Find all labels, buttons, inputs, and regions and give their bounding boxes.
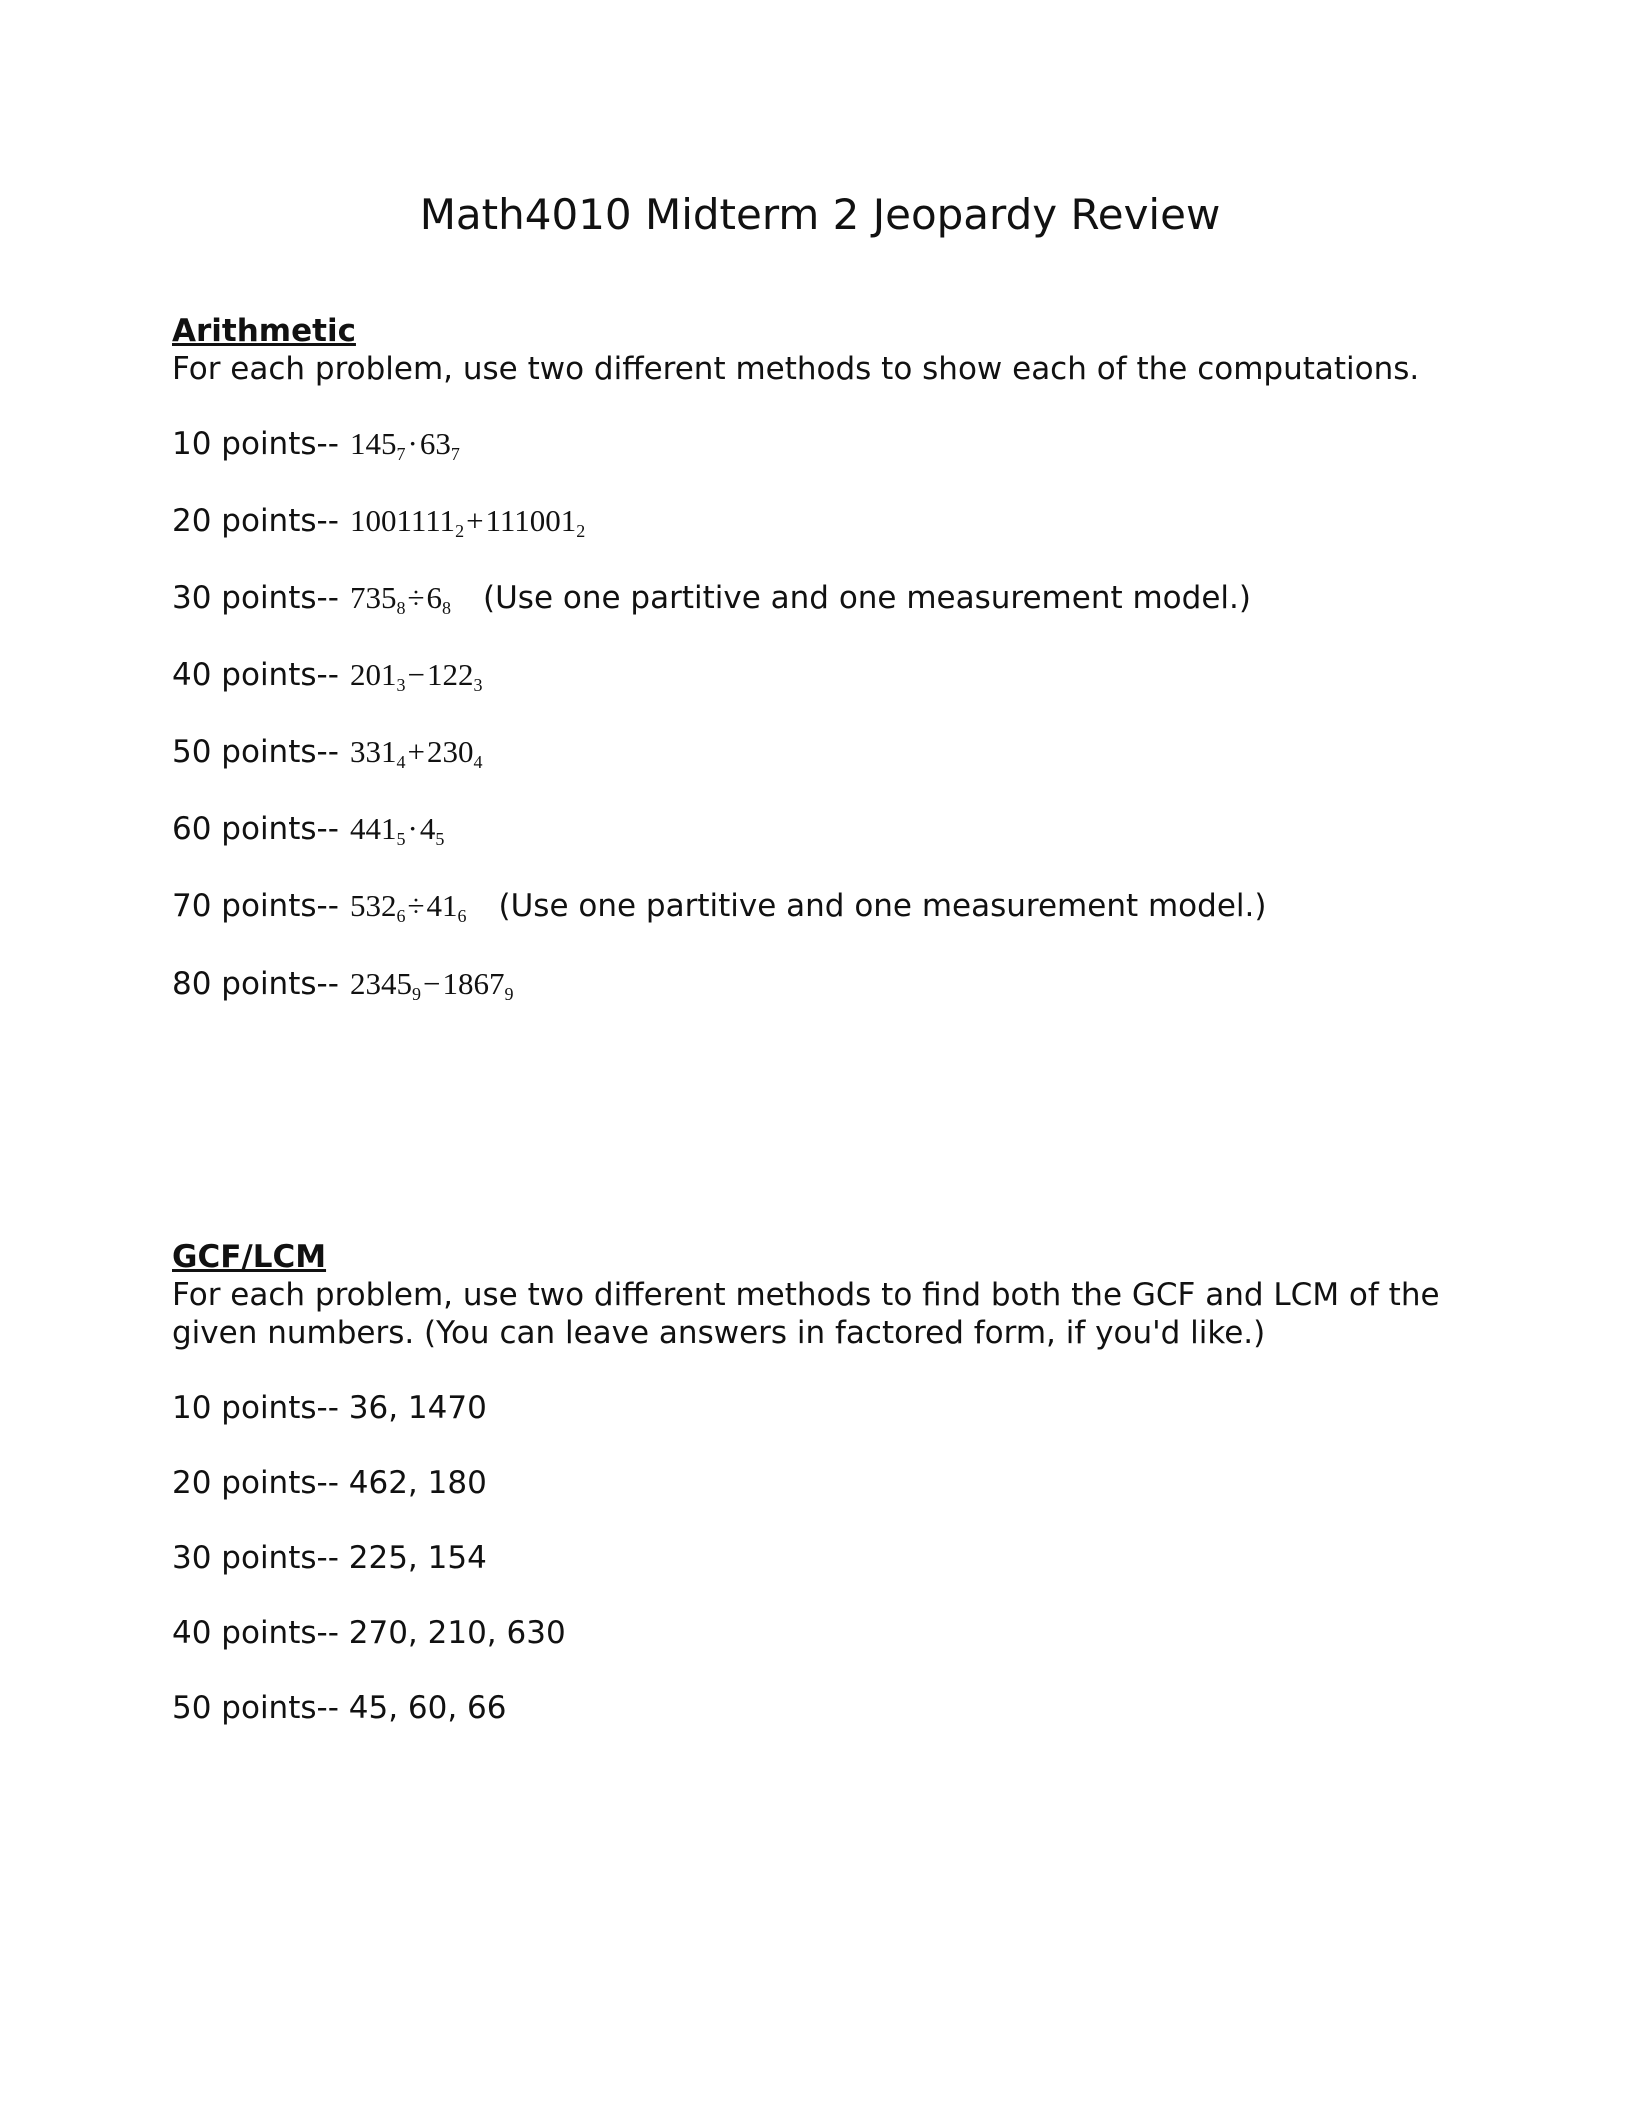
gcf-lcm-problem-row [172, 1613, 566, 1653]
operand-b: 6 [426, 580, 443, 615]
arithmetic-problem-row [172, 886, 1266, 926]
operator: · [407, 426, 418, 461]
operand-b-base: 6 [457, 906, 467, 926]
operand-b: 122 [426, 657, 474, 692]
expression [350, 426, 460, 464]
operand-a-base: 3 [396, 675, 406, 695]
points-label: 70 points-- [172, 888, 339, 924]
model-note: (Use one partitive and one measurement model.) [483, 580, 1251, 616]
points-label: 20 points-- [172, 1465, 339, 1501]
gcf-lcm-problem-row [172, 1388, 487, 1428]
operand-b: 111001 [485, 503, 577, 538]
operand-b-base: 2 [576, 521, 586, 541]
gcf-lcm-description-line2: given numbers. (You can leave answers in factored form, if you'd like.) [172, 1315, 1266, 1351]
gcf-lcm-description-line1: For each problem, use two different methods to find both the GCF and LCM of the [172, 1277, 1440, 1313]
operand-a: 1001111 [350, 503, 456, 538]
gcf-lcm-section [172, 1238, 1472, 1758]
operand-b-base: 8 [442, 598, 452, 618]
arithmetic-problem-row [172, 964, 513, 1004]
arithmetic-problem-row [172, 732, 482, 772]
points-label: 40 points-- [172, 657, 339, 693]
operand-a-base: 5 [396, 829, 406, 849]
expression [350, 811, 445, 849]
operand-a: 735 [350, 580, 397, 615]
operand-b-base: 7 [450, 444, 460, 464]
expression [350, 966, 514, 1004]
operand-b-base: 4 [473, 752, 483, 772]
gcf-lcm-problem-row [172, 1463, 487, 1503]
arithmetic-section [172, 312, 1472, 1032]
model-note: (Use one partitive and one measurement model.) [498, 888, 1267, 924]
arithmetic-problem-row [172, 809, 444, 849]
points-label: 60 points-- [172, 811, 339, 847]
operator: − [423, 966, 441, 1001]
points-label: 80 points-- [172, 966, 339, 1002]
points-label: 30 points-- [172, 580, 339, 616]
number-set: 270, 210, 630 [348, 1615, 566, 1651]
operator: · [407, 811, 418, 846]
number-set: 36, 1470 [348, 1390, 487, 1426]
points-label: 50 points-- [172, 734, 339, 770]
gcf-lcm-problem-row [172, 1538, 487, 1578]
points-label: 10 points-- [172, 426, 339, 462]
points-label: 50 points-- [172, 1690, 339, 1726]
operand-b: 4 [419, 811, 436, 846]
operator: − [407, 657, 425, 692]
operand-a-base: 2 [455, 521, 465, 541]
points-label: 20 points-- [172, 503, 339, 539]
arithmetic-heading: Arithmetic [172, 313, 356, 349]
operand-a: 331 [350, 734, 397, 769]
points-label: 10 points-- [172, 1390, 339, 1426]
operand-a: 201 [350, 657, 397, 692]
operator: + [407, 734, 425, 769]
operator: + [466, 503, 484, 538]
operand-b-base: 3 [473, 675, 483, 695]
operand-a-base: 4 [396, 752, 406, 772]
operand-a: 441 [350, 811, 397, 846]
operand-b-base: 5 [435, 829, 445, 849]
operator: ÷ [407, 580, 425, 615]
arithmetic-problem-row [172, 424, 460, 464]
arithmetic-problem-row [172, 655, 482, 695]
arithmetic-problem-row [172, 501, 585, 541]
operand-b: 41 [426, 888, 458, 923]
operand-b: 230 [426, 734, 474, 769]
gcf-lcm-heading: GCF/LCM [172, 1239, 327, 1275]
expression [350, 734, 483, 772]
expression [350, 888, 467, 926]
gcf-lcm-problem-row [172, 1688, 507, 1728]
operand-a-base: 8 [396, 598, 406, 618]
operator: ÷ [407, 888, 425, 923]
operand-b: 1867 [442, 966, 505, 1001]
expression [350, 657, 483, 695]
page-title: Math4010 Midterm 2 Jeopardy Review [419, 190, 1221, 239]
number-set: 462, 180 [348, 1465, 487, 1501]
points-label: 40 points-- [172, 1615, 339, 1651]
expression [350, 580, 452, 618]
operand-b-base: 9 [504, 984, 514, 1004]
expression [350, 503, 586, 541]
operand-b: 63 [419, 426, 451, 461]
operand-a: 2345 [350, 966, 412, 1001]
operand-a-base: 9 [412, 984, 421, 1004]
number-set: 225, 154 [348, 1540, 487, 1576]
arithmetic-problem-row [172, 578, 1251, 618]
operand-a-base: 7 [396, 444, 406, 464]
operand-a-base: 6 [396, 906, 406, 926]
number-set: 45, 60, 66 [348, 1690, 507, 1726]
operand-a: 532 [350, 888, 397, 923]
points-label: 30 points-- [172, 1540, 339, 1576]
arithmetic-description: For each problem, use two different methods to show each of the computations. [172, 351, 1420, 387]
operand-a: 145 [350, 426, 397, 461]
